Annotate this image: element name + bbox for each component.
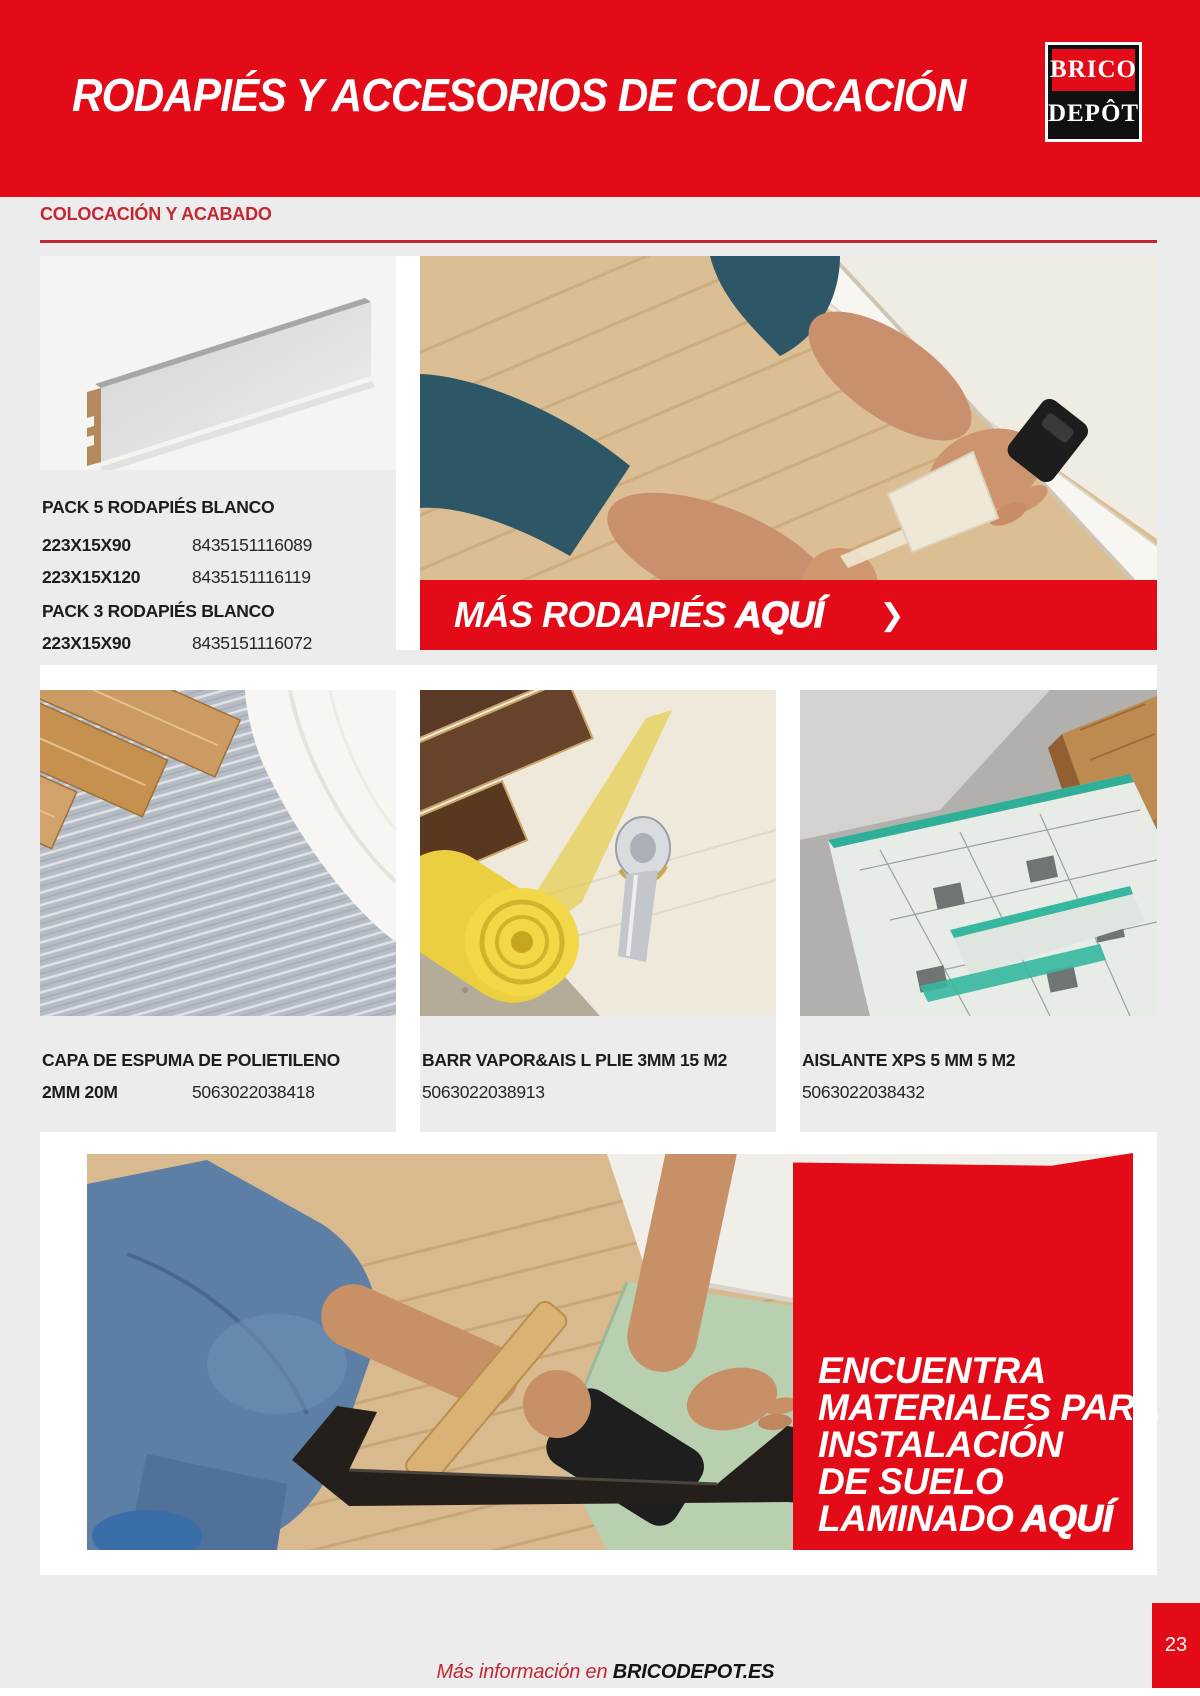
variant-ean: 5063022038913 <box>422 1082 545 1102</box>
chevron-right-icon: ❯ <box>879 597 905 633</box>
variant-size: 2MM 20M <box>42 1082 118 1102</box>
section-label: COLOCACIÓN Y ACABADO <box>40 204 272 224</box>
more-baseboards-banner[interactable] <box>420 580 1157 650</box>
laminate-banner-text[interactable] <box>818 1350 1161 1540</box>
logo-depot-text: DEPÔT <box>1052 94 1135 136</box>
foam-underlay-photo <box>40 690 396 1016</box>
brico-depot-logo <box>1045 42 1142 142</box>
chevron-right-icon: ❯ <box>1136 1504 1161 1539</box>
variant-ean: 8435151116072 <box>192 633 313 653</box>
footer-info <box>0 1638 1200 1684</box>
footer-info-prefix: Más información en <box>436 1661 613 1683</box>
variant-ean: 5063022038418 <box>192 1082 315 1102</box>
product-variant-row <box>42 1082 315 1103</box>
column-gutter <box>776 665 800 1132</box>
column-gutter <box>396 665 420 1132</box>
foam-underlay-illustration <box>40 690 396 1016</box>
column-gutter <box>396 256 420 650</box>
page-number-badge <box>1152 1603 1200 1688</box>
variant-ean: 5063022038432 <box>802 1082 925 1102</box>
logo-brico-text: BRICO <box>1052 49 1135 91</box>
xps-insulation-photo <box>800 690 1157 1016</box>
product-variant-row <box>42 633 312 654</box>
vapor-barrier-illustration <box>420 690 776 1016</box>
banner-line: DE SUELO <box>818 1461 1004 1502</box>
baseboard-product-image <box>40 256 396 470</box>
row-gutter <box>40 665 1157 690</box>
banner-line: ENCUENTRA <box>818 1350 1046 1391</box>
variant-ean: 8435151116089 <box>192 535 313 555</box>
page-title: RODAPIÉS Y ACCESORIOS DE COLOCACIÓN <box>72 69 966 121</box>
banner-label: MÁS RODAPIÉS <box>454 594 736 635</box>
variant-size: 223X15X120 <box>42 567 141 587</box>
page-bottom-margin <box>0 1688 1200 1696</box>
banner-line: MATERIALES PARA <box>818 1387 1161 1428</box>
baseboard-illustration <box>40 256 396 470</box>
header-band <box>0 0 1200 197</box>
product-title: CAPA DE ESPUMA DE POLIETILENO <box>42 1050 340 1070</box>
product-variant-row <box>42 535 312 556</box>
variant-size: 223X15X90 <box>42 535 131 555</box>
vapor-barrier-photo <box>420 690 776 1016</box>
banner-line: INSTALACIÓN <box>818 1424 1063 1465</box>
variant-size: 223X15X90 <box>42 633 131 653</box>
banner-label-bold: AQUÍ <box>735 594 824 635</box>
product-variant-row <box>42 567 311 588</box>
product-variant-row <box>422 1082 545 1103</box>
footer-site-link[interactable]: BRICODEPOT.ES <box>612 1661 775 1683</box>
banner-line <box>818 1498 1161 1540</box>
product-title: PACK 5 RODAPIÉS BLANCO <box>42 497 275 517</box>
product-title: PACK 3 RODAPIÉS BLANCO <box>42 601 275 621</box>
banner-line-bold: AQUÍ <box>1021 1498 1113 1539</box>
xps-insulation-illustration <box>800 690 1157 1016</box>
product-title: BARR VAPOR&AIS L PLIE 3MM 15 M2 <box>422 1050 728 1070</box>
page-number: 23 <box>1164 1634 1188 1656</box>
banner-line-regular: LAMINADO <box>818 1498 1022 1539</box>
section-divider <box>40 240 1157 243</box>
variant-ean: 8435151116119 <box>192 567 311 587</box>
product-title: AISLANTE XPS 5 MM 5 M2 <box>802 1050 1016 1070</box>
product-variant-row <box>802 1082 925 1103</box>
